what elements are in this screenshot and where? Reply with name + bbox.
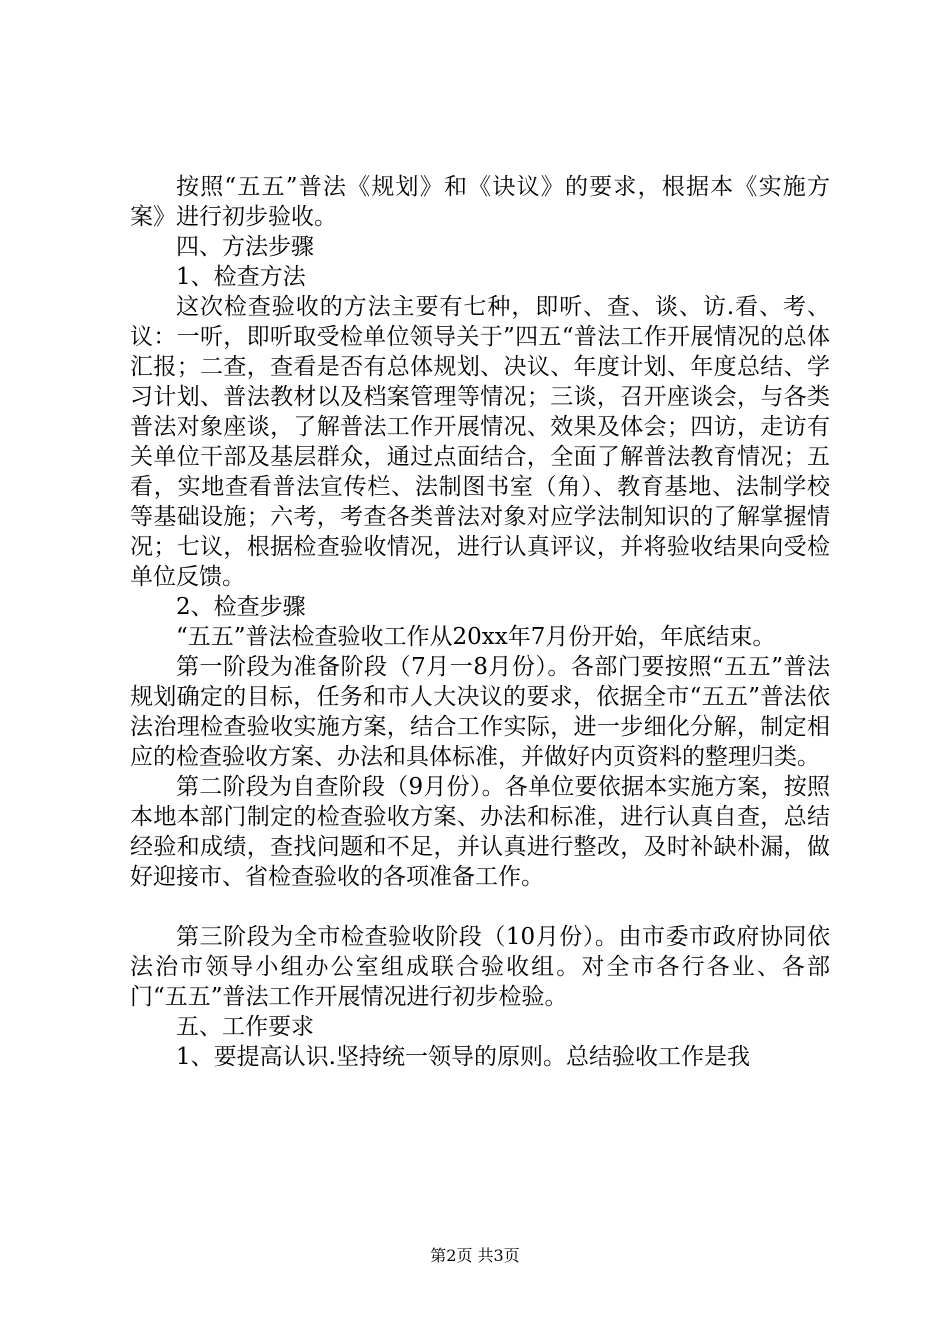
heading-work-requirements: 五、工作要求 <box>176 1014 314 1040</box>
paragraph-stage-two: 第二阶段为自查阶段（9月份）。各单位要依据本实施方案，按照本地本部门制定的检查验收方案、办法和标准，进行认真自查，总结经验和成绩，查找问题和不足，并认真进行整改，及时补缺朴漏，做好迎接市、省检查验收的各项准备工作。 <box>130 774 830 890</box>
heading-inspection-method: 1、检查方法 <box>176 264 306 290</box>
paragraph-schedule: “五五”普法检查验收工作从20xx年7月份开始，年底结束。 <box>176 624 776 650</box>
paragraph-stage-three: 第三阶段为全市检查验收阶段（10月份）。由市委市政府协同依法治市领导小组办公室组成联合验收组。对全市各行各业、各部门“五五”普法工作开展情况进行初步检验。 <box>130 924 830 1010</box>
paragraph-requirement-one: 1、要提高认识.坚持统一领导的原则。总结验收工作是我 <box>176 1044 750 1070</box>
paragraph-seven-methods: 这次检查验收的方法主要有七种，即听、查、谈、访.看、考、议：一听，即听取受检单位领导关于”四五“普法工作开展情况的总体汇报；二查，查看是否有总体规划、决议、年度计划、年度总结、学习计划、普法教材以及档案管理等情况；三谈，召开座谈会，与各类普法对象座谈，了解普法工作开展情况、效果及体会；四访，走访有关单位干部及基层群众，通过点面结合，全面了解普法教育情况；五看，实地查看普法宣传栏、法制图书室（角）、教育基地、法制学校等基础设施；六考，考查各类普法对象对应学法制知识的了解掌握情况；七议，根据检查验收情况，进行认真评议，并将验收结果向受检单位反馈。 <box>130 294 830 590</box>
paragraph-acceptance-basis: 按照“五五”普法《规划》和《诀议》的要求，根据本《实施方案》进行初步验收。 <box>130 174 830 230</box>
paragraph-gap <box>130 892 830 922</box>
page-number-label: 第2页 共3页 <box>430 1246 520 1265</box>
paragraph-stage-one: 第一阶段为准备阶段（7月一8月份）。各部门要按照“五五”普法规划确定的目标，任务和市人大决议的要求，依据全市“五五”普法依法治理检查验收实施方案，结合工作实际，进一步细化分解，制定相应的检查验收方案、办法和具体标准，并做好内页资料的整理归类。 <box>130 654 830 770</box>
heading-method-steps: 四、方法步骤 <box>176 234 314 260</box>
heading-inspection-steps: 2、检查步骤 <box>176 594 306 620</box>
page-footer <box>0 1246 950 1266</box>
document-body <box>130 172 830 1072</box>
